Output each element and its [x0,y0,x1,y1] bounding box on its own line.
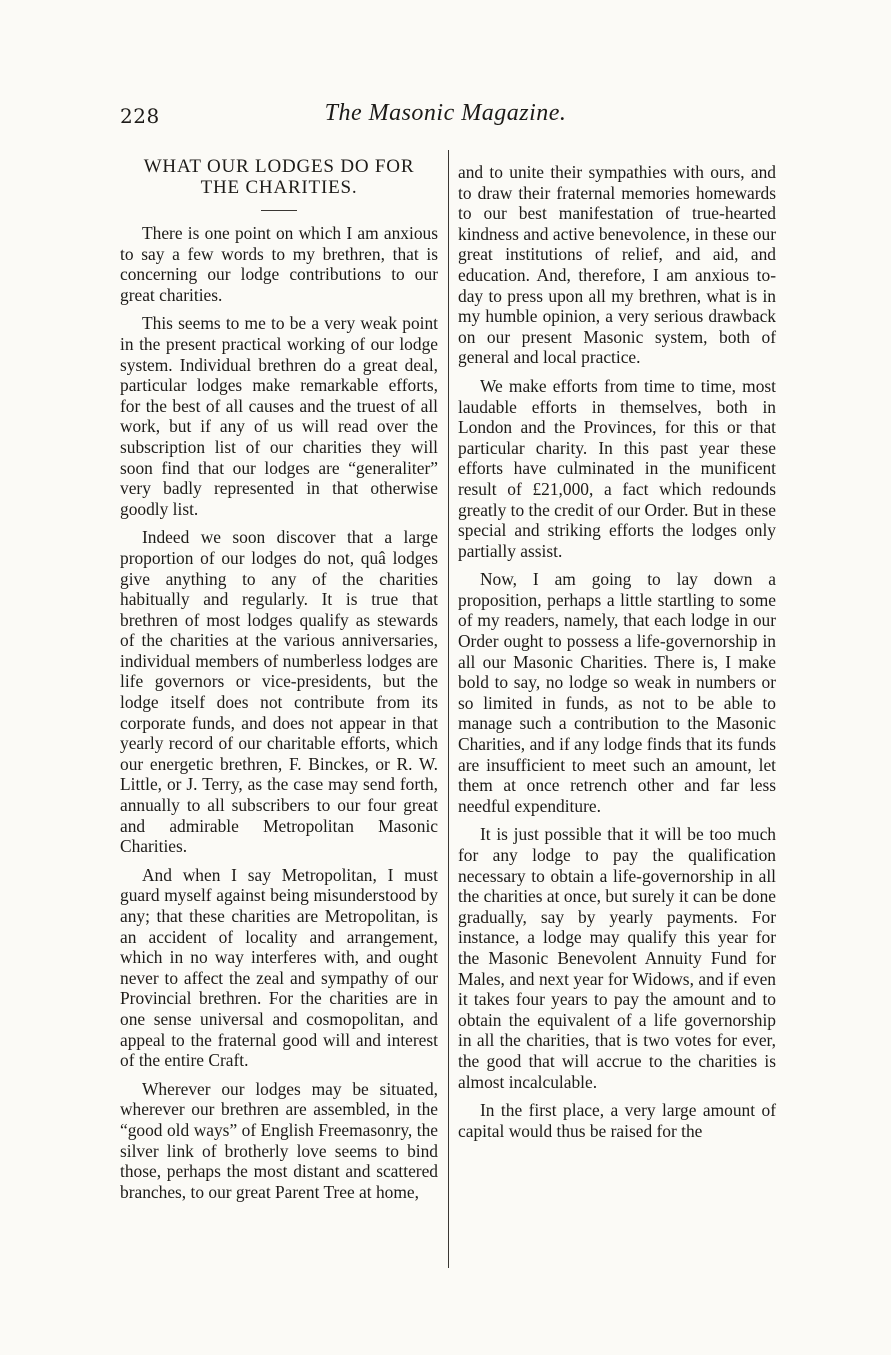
paragraph-continued: and to unite their sympathies with ours, and to draw their fraternal memories homewards to our best manifestation of true-hearted kindness and active benevolence, in these our great institutions of relief, and aid, and education. And, therefore, I am anxious to-day to press upon all my brethren, what is in my humble opinion, a very serious drawback on our present Masonic system, both of general and local practice. [458,162,776,368]
paragraph: And when I say Metropolitan, I must guard myself against being misunderstood by any; that these charities are Metropolitan, is an accident of locality and arrangement, which in no way interferes with, and ought never to affect the zeal and sympathy of our Provincial brethren. For the charities are in one sense universal and cosmopolitan, and appeal to the fraternal good will and interest of the entire Craft. [120,864,438,1071]
column-divider [448,150,449,1268]
paragraph: Indeed we soon discover that a large proportion of our lodges do not, quâ lodges give anything to any of the charities habitually and regularly. It is true that brethren of most lodges qualify as stewards of the charities at the various anniversaries, individual members of numberless lodges are life governors or vice-presidents, but the lodge itself does not contribute from its corporate funds, and does not appear in that yearly record of our charitable efforts, which our energetic brethren, F. Binckes, or R. W. Little, or J. Terry, as the case may send forth, annually to all subscribers to our four great and admirable Metropolitan Masonic Charities. [120,527,438,857]
left-column [120,152,438,1210]
article-title-line-2: THE CHARITIES. [200,177,358,198]
paragraph: Now, I am going to lay down a proposition, perhaps a little startling to some of my readers, namely, that each lodge in our Order ought to possess a life-governorship in all our Masonic Charities. There is, I make bold to say, no lodge so weak in numbers or so limited in funds, as not to be able to manage such a contribution to the Masonic Charities, and if any lodge finds that its funds are insufficient to meet such an amount, let them at once retrench other and far less needful expenditure. [458,569,776,816]
paragraph: We make efforts from time to time, most laudable efforts in themselves, both in London and the Provinces, for this or that particular charity. In this past year these efforts have culminated in the munificent result of £21,000, a fact which redounds greatly to the credit of our Order. But in these special and striking efforts the lodges only partially assist. [458,375,776,561]
paragraph: There is one point on which I am anxious to say a few words to my brethren, that is concerning our lodge contributions to our great charities. [120,223,438,305]
article-title [120,156,438,198]
paragraph: This seems to me to be a very weak point in the present practical working of our lodge system. Individual brethren do a great deal, particular lodges make remarkable efforts, for the best of all causes and the truest of all work, but if any of us will read over the subscription list of our charities they will soon find that our lodges are “generaliter” very badly represented in that otherwise goodly list. [120,313,438,519]
right-column [458,162,776,1149]
page-number: 228 [120,104,160,128]
paragraph: In the first place, a very large amount of capital would thus be raised for the [458,1100,776,1141]
title-rule [261,210,297,211]
article-title-line-1: WHAT OUR LODGES DO FOR [143,156,415,177]
paragraph: Wherever our lodges may be situated, wherever our brethren are assembled, in the “good old ways” of English Freemasonry, the silver link of brotherly love seems to bind those, perhaps the most distant and scattered branches, to our great Parent Tree at home, [120,1078,438,1202]
running-title: The Masonic Magazine. [324,100,567,126]
paragraph: It is just possible that it will be too much for any lodge to pay the qualification necessary to obtain a life-governorship in all the charities at once, but surely it can be done gradually, say by yearly payments. For instance, a lodge may qualify this year for the Masonic Benevolent Annuity Fund for Males, and next year for Widows, and if even it takes four years to pay the amount and to obtain the equivalent of a life governorship in all the charities, that is two votes for ever, the good that will accrue to the charities is almost incalculable. [458,824,776,1092]
